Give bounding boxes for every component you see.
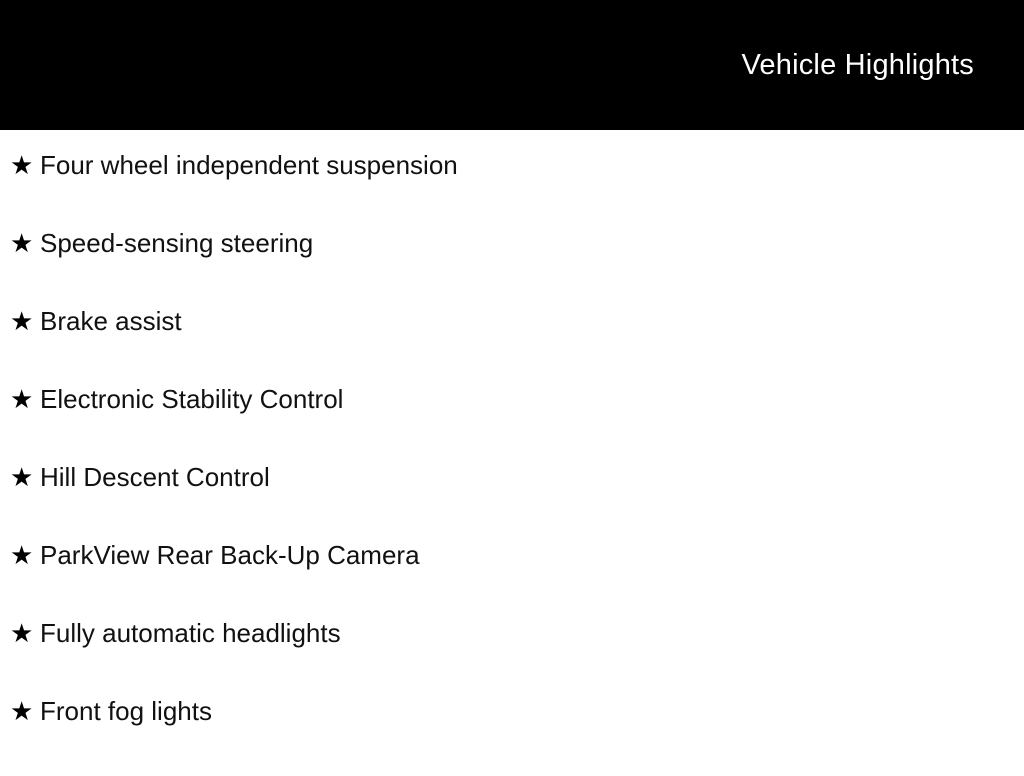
list-item xyxy=(0,464,1024,542)
highlight-label: Four wheel independent suspension xyxy=(40,150,458,180)
star-icon: ★ xyxy=(10,228,34,258)
highlight-label: Fully automatic headlights xyxy=(40,618,341,648)
highlight-label: Brake assist xyxy=(40,306,182,336)
highlight-label: Front fog lights xyxy=(40,696,212,726)
list-item xyxy=(0,230,1024,308)
vehicle-highlights-list xyxy=(0,130,1024,776)
highlight-label: Hill Descent Control xyxy=(40,462,270,492)
highlight-label: Speed-sensing steering xyxy=(40,228,314,258)
list-item xyxy=(0,620,1024,698)
star-icon: ★ xyxy=(10,150,34,180)
star-icon: ★ xyxy=(10,306,34,336)
star-icon: ★ xyxy=(10,540,34,570)
page-title: Vehicle Highlights xyxy=(741,48,974,81)
list-item xyxy=(0,308,1024,386)
list-item xyxy=(0,386,1024,464)
highlight-label: ParkView Rear Back-Up Camera xyxy=(40,540,420,570)
star-icon: ★ xyxy=(10,618,34,648)
star-icon: ★ xyxy=(10,696,34,726)
list-item xyxy=(0,542,1024,620)
list-item xyxy=(0,698,1024,776)
star-icon: ★ xyxy=(10,384,34,414)
list-item xyxy=(0,152,1024,230)
highlight-label: Electronic Stability Control xyxy=(40,384,344,414)
star-icon: ★ xyxy=(10,462,34,492)
header-bar xyxy=(0,0,1024,130)
